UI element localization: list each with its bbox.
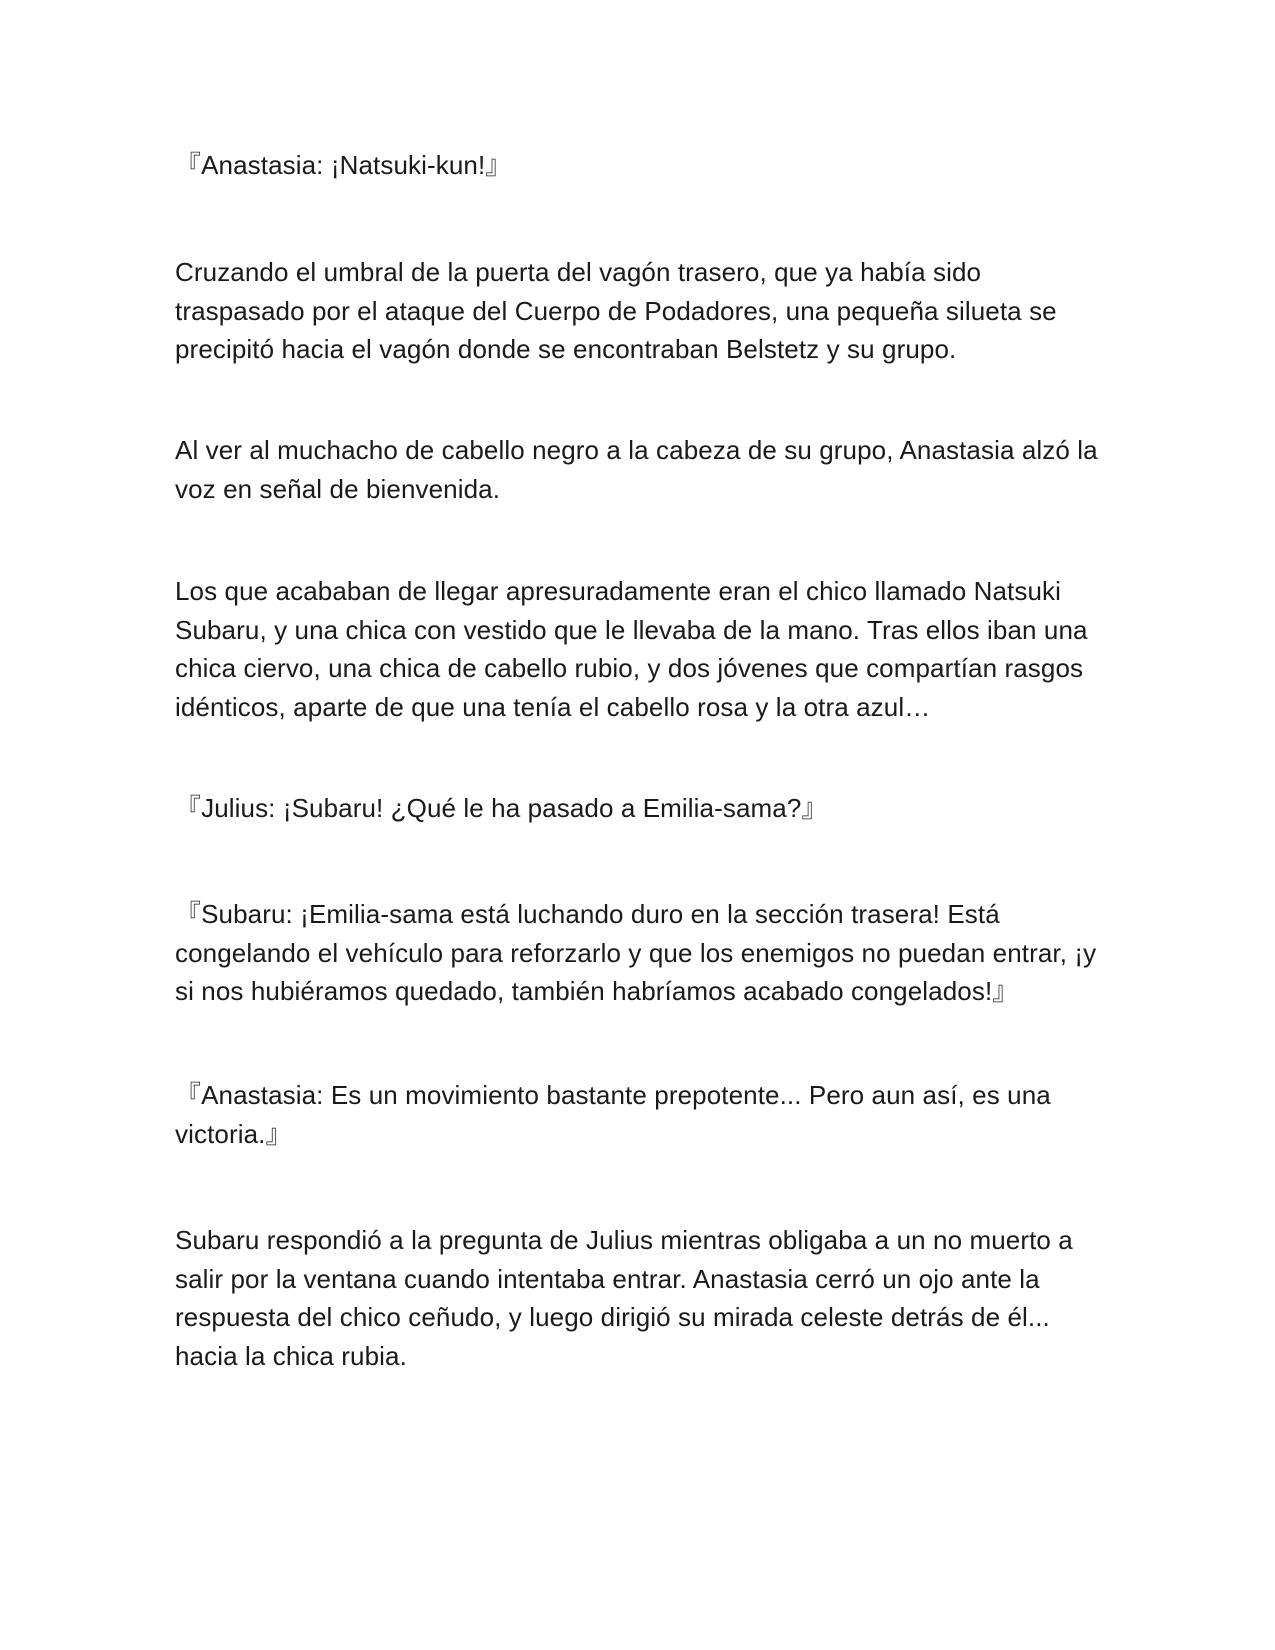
narration-paragraph-4: Subaru respondió a la pregunta de Julius mientras obligaba a un no muerto a salir por la ventana cuando intentaba entrar. Anastasia cerró un ojo ante la respuesta del chico ceñudo, y luego dirigió su mirada celeste detrás de él... hacia la chica rubia. (175, 1225, 1073, 1371)
dialogue-anastasia-victory: 『Anastasia: Es un movimiento bastante prepotente... Pero aun así, es una victoria.』 (175, 1080, 1051, 1149)
dialogue-subaru: 『Subaru: ¡Emilia-sama está luchando duro en la sección trasera! Está congelando el vehículo para reforzarlo y que los enemigos no puedan entrar, ¡y si nos hubiéramos quedado, también habríamos acabado congelados!』 (175, 899, 1097, 1006)
narration-paragraph-3: Los que acababan de llegar apresuradamente eran el chico llamado Natsuki Subaru, y una chica con vestido que le llevaba de la mano. Tras ellos iban una chica ciervo, una chica de cabello rubio, y dos jóvenes que compartían rasgos idénticos, aparte de que una tenía el cabello rosa y la otra azul… (175, 576, 1088, 722)
dialogue-julius: 『Julius: ¡Subaru! ¿Qué le ha pasado a Emilia-sama?』 (175, 793, 828, 823)
narration-paragraph-2: Al ver al muchacho de cabello negro a la cabeza de su grupo, Anastasia alzó la voz en señal de bienvenida. (175, 435, 1098, 504)
narration-paragraph-1: Cruzando el umbral de la puerta del vagón trasero, que ya había sido traspasado por el ataque del Cuerpo de Podadores, una pequeña silueta se precipitó hacia el vagón donde se encontraban Belstetz y su grupo. (175, 257, 1057, 364)
dialogue-anastasia-greeting: 『Anastasia: ¡Natsuki-kun!』 (175, 150, 512, 180)
